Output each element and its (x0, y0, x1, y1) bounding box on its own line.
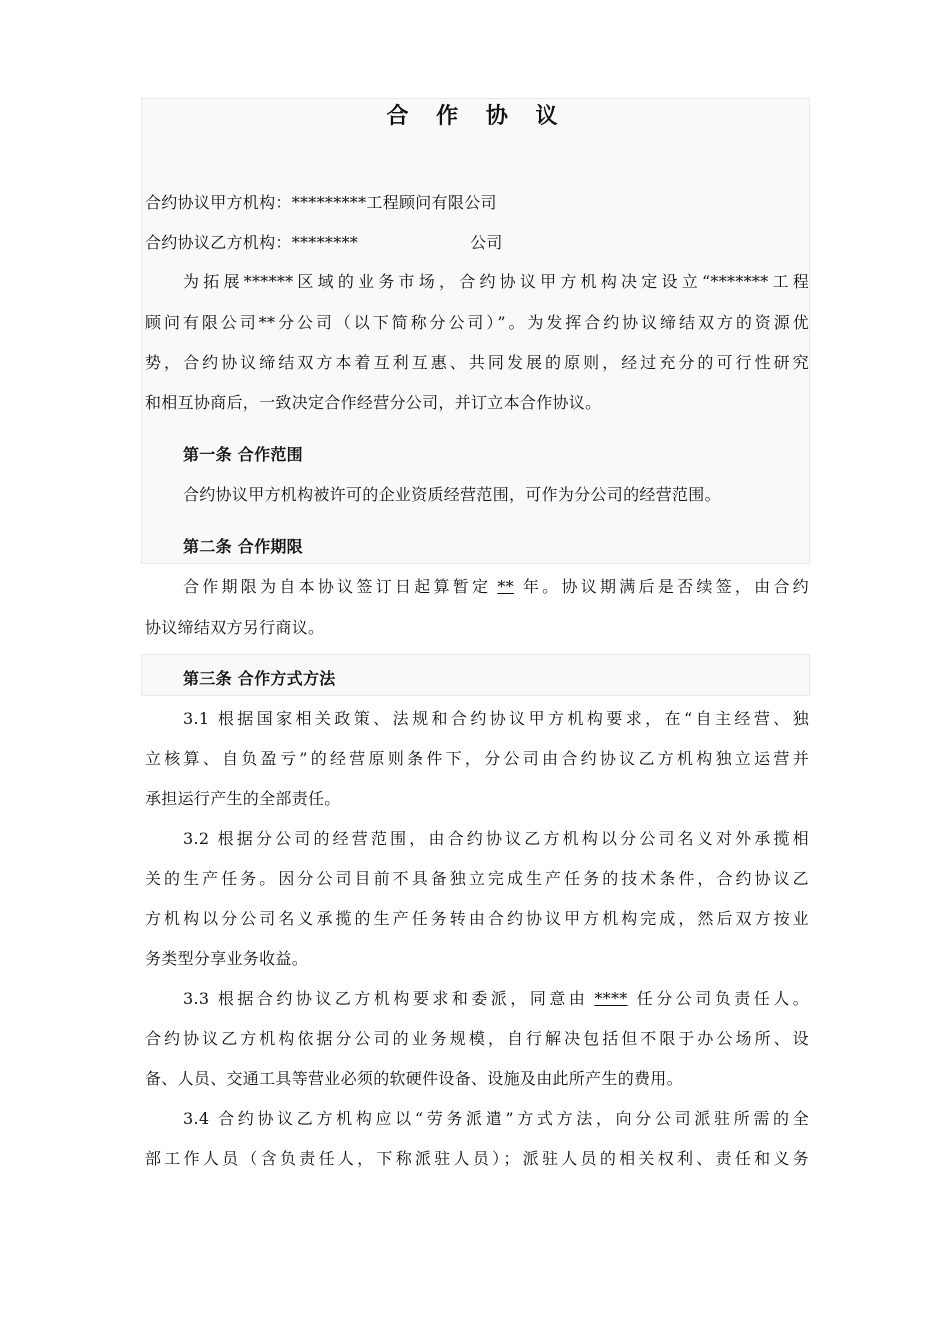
article-2-text: 合作期限为自本协议签订日起算暂定 (183, 577, 492, 596)
term-years-blank: ** (497, 577, 514, 596)
clause-3-1-line: 承担运行产生的全部责任。 (145, 789, 341, 808)
preamble-line: 和相互协商后，一致决定合作经营分公司，并订立本合作协议。 (145, 393, 602, 412)
party-b-line (145, 228, 809, 258)
clause-3-3-text: 3.3 根据合约协议乙方机构要求和委派，同意由 (183, 989, 589, 1008)
party-a-line: 合约协议甲方机构：*********工程顾问有限公司 (145, 193, 497, 212)
article-2-line (145, 572, 809, 602)
article-2-text: 年。协议期满后是否续签，由合约 (519, 577, 809, 596)
responsible-person-blank: **** (594, 989, 628, 1008)
clause-3-2-line: 关的生产任务。因分公司目前不具备独立完成生产任务的技术条件，合约协议乙 (145, 869, 809, 888)
clause-3-1-line: 3.1 根据国家相关政策、法规和合约协议甲方机构要求，在“自主经营、独 (183, 709, 809, 728)
clause-3-3-line (145, 984, 809, 1014)
clause-3-3-text: 任分公司负责任人。 (633, 989, 810, 1008)
party-b-suffix: 公司 (470, 233, 503, 252)
article-2-line: 协议缔结双方另行商议。 (145, 618, 325, 637)
article-1-line: 合约协议甲方机构被许可的企业资质经营范围，可作为分公司的经营范围。 (183, 485, 721, 504)
clause-3-2-line: 3.2 根据分公司的经营范围，由合约协议乙方机构以分公司名义对外承揽相 (183, 829, 809, 848)
clause-3-3-line: 合约协议乙方机构依据分公司的业务规模，自行解决包括但不限于办公场所、设 (145, 1029, 809, 1048)
document-title: 合 作 协 议 (386, 103, 568, 129)
clause-3-2-line: 方机构以分公司名义承揽的生产任务转由合约协议甲方机构完成，然后双方按业 (145, 909, 809, 928)
clause-3-4-line: 部工作人员（含负责任人，下称派驻人员）；派驻人员的相关权利、责任和义务 (145, 1149, 809, 1168)
preamble-line: 为拓展******区域的业务市场，合约协议甲方机构决定设立“*******工程 (183, 272, 809, 291)
clause-3-1-line: 立核算、自负盈亏”的经营原则条件下，分公司由合约协议乙方机构独立运营并 (145, 749, 809, 768)
clause-3-3-line: 备、人员、交通工具等营业必须的软硬件设备、设施及由此所产生的费用。 (145, 1069, 683, 1088)
preamble-line: 顾问有限公司**分公司（以下简称分公司）”。为发挥合约协议缔结双方的资源优 (145, 313, 809, 332)
party-b-label: 合约协议乙方机构：******** (145, 233, 359, 252)
clause-3-2-line: 务类型分享业务收益。 (145, 949, 309, 968)
preamble-line: 势，合约协议缔结双方本着互利互惠、共同发展的原则，经过充分的可行性研究 (145, 353, 809, 372)
article-3-heading: 第三条 合作方式方法 (183, 669, 336, 688)
clause-3-4-line: 3.4 合约协议乙方机构应以“劳务派遣”方式方法，向分公司派驻所需的全 (183, 1109, 809, 1128)
article-1-heading: 第一条 合作范围 (183, 445, 303, 464)
article-2-heading: 第二条 合作期限 (183, 537, 303, 556)
